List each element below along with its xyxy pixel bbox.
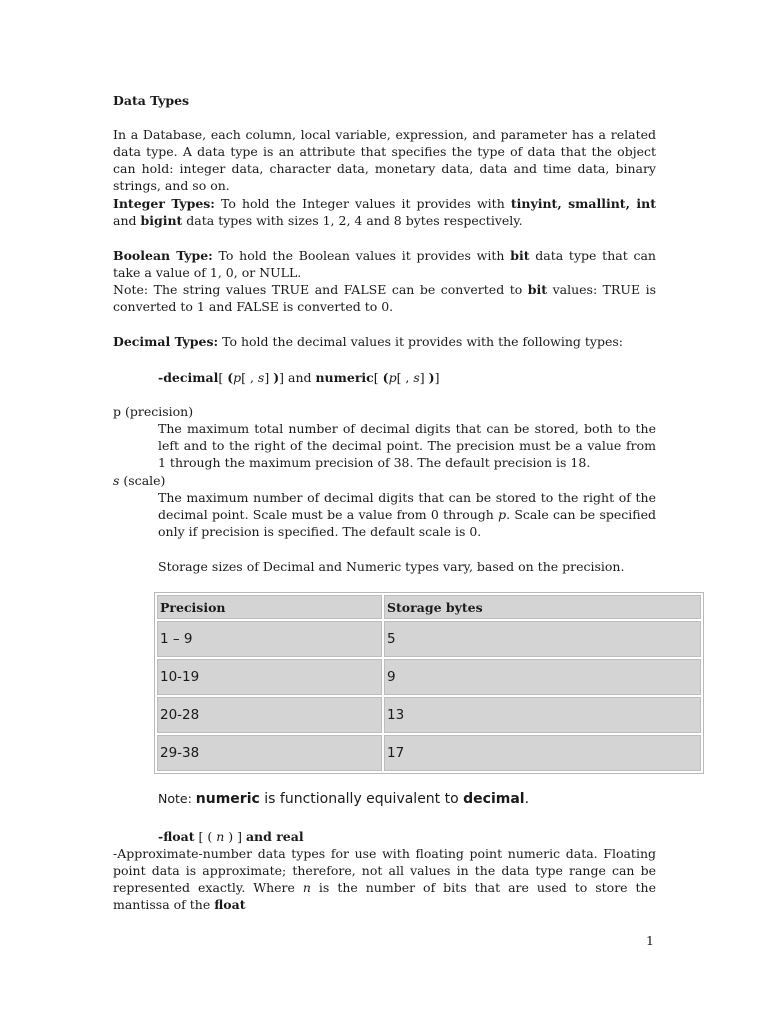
cell-storage-bytes: 9	[384, 659, 701, 695]
numeric-equivalence-note: Note: numeric is functionally equivalent to decimal.	[158, 791, 530, 807]
cell-storage-bytes: 13	[384, 697, 701, 733]
page-number: 1	[646, 933, 654, 948]
scale-description: The maximum number of decimal digits that can be stored to the right of the decimal point. Scale must be a value from 0 through p. Scale can be specified only if precision is specified. The default scale is 0.	[158, 490, 657, 539]
float-syntax: -float [ ( n ) ] and real	[158, 829, 304, 844]
cell-storage-bytes: 17	[384, 735, 701, 771]
storage-table	[154, 592, 704, 774]
cell-precision: 29-38	[157, 735, 382, 771]
header-precision: Precision	[157, 595, 382, 619]
boolean-type-paragraph: Boolean Type: To hold the Boolean values it provides with bit data type that can take a value of 1, 0, or NULL.	[113, 248, 656, 280]
integer-types-paragraph: Integer Types: To hold the Integer values it provides with tinyint, smallint, int and bigint data types with sizes 1, 2, 4 and 8 bytes respectively.	[113, 196, 656, 228]
float-description: -Approximate-number data types for use with floating point numeric data. Floating point data is approximate; therefore, not all values in the data type range can be represented exactly. Where n is the number of bits that are used to store the mantissa of the float	[113, 846, 656, 912]
header-storage-bytes: Storage bytes	[384, 595, 701, 619]
table-row	[157, 697, 701, 733]
cell-precision: 1 – 9	[157, 621, 382, 657]
precision-label: p (precision)	[113, 404, 194, 419]
table-row	[157, 621, 701, 657]
table-header-row	[157, 595, 701, 619]
boolean-note: Note: The string values TRUE and FALSE can be converted to bit values: TRUE is converted to 1 and FALSE is converted to 0.	[113, 282, 657, 314]
scale-label: s (scale)	[113, 473, 166, 488]
decimal-types-paragraph: Decimal Types: To hold the decimal values it provides with the following types:	[113, 334, 624, 349]
precision-description: The maximum total number of decimal digits that can be stored, both to the left and to the right of the decimal point. The precision must be a value from 1 through the maximum precision of 38. The default precision is 18.	[158, 421, 656, 470]
table-row	[157, 735, 701, 771]
intro-paragraph: In a Database, each column, local variable, expression, and parameter has a related data type. A data type is an attribute that specifies the type of data that the object can hold: integer data, character data, monetary data, data and time data, binary strings, and so on.	[113, 127, 656, 193]
table-row	[157, 659, 701, 695]
cell-storage-bytes: 5	[384, 621, 701, 657]
cell-precision: 10-19	[157, 659, 382, 695]
storage-sizes-text: Storage sizes of Decimal and Numeric types vary, based on the precision.	[158, 559, 625, 574]
cell-precision: 20-28	[157, 697, 382, 733]
decimal-syntax: -decimal[ (p[ , s] )] and numeric[ (p[ , s] )]	[158, 370, 440, 385]
page-title: Data Types	[113, 93, 190, 108]
